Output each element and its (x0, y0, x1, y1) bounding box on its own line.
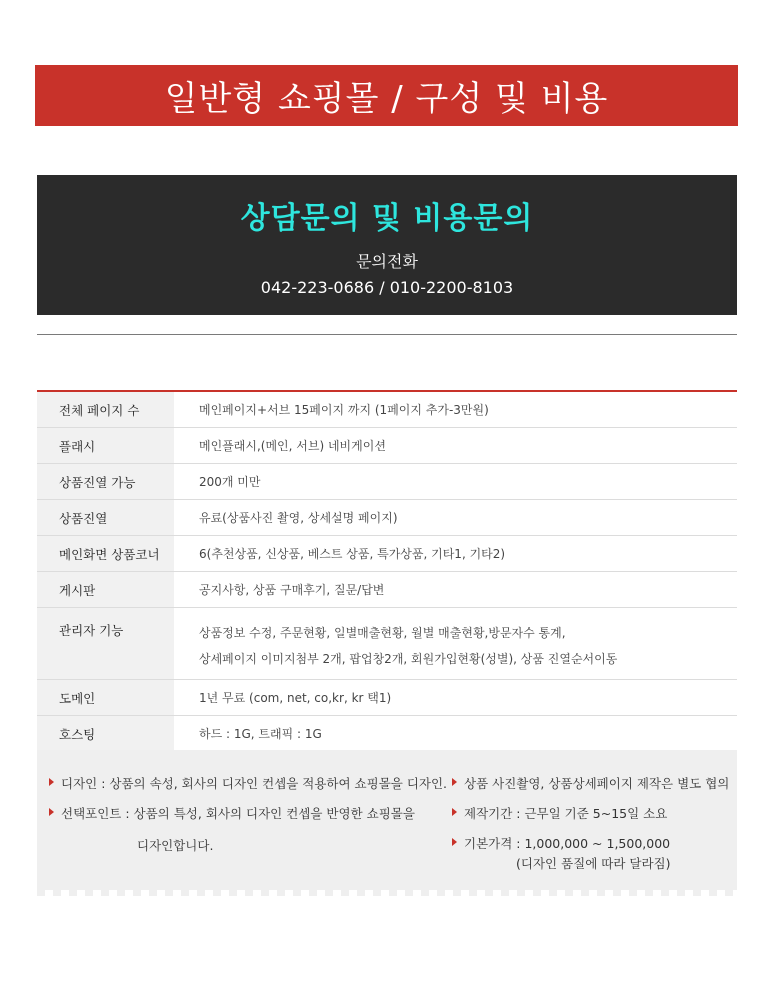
page-banner (35, 65, 738, 126)
table-row (37, 572, 737, 608)
contact-label: 문의전화 (356, 252, 418, 271)
row-key: 전체 페이지 수 (37, 392, 174, 427)
note-text: (디자인 품질에 따라 달라짐) (516, 856, 671, 871)
row-value: 메인플래시,(메인, 서브) 네비게이션 (199, 439, 386, 453)
row-key: 게시판 (37, 572, 174, 607)
table-row (37, 536, 737, 572)
row-key: 관리자 기능 (37, 608, 174, 679)
note-text: 제작기간 : 근무일 기준 5~15일 소요 (464, 806, 668, 821)
row-value-line: 상세페이지 이미지첨부 2개, 팝업창2개, 회원가입현황(성별), 상품 진열순서이동 (199, 651, 618, 666)
note-text: 선택포인트 : 상품의 특성, 회사의 디자인 컨셉을 반영한 쇼핑몰을 (61, 806, 415, 821)
bullet-arrow-icon (49, 808, 54, 816)
row-value: 하드 : 1G, 트래픽 : 1G (199, 727, 322, 741)
row-key: 플래시 (37, 428, 174, 463)
table-row (37, 500, 737, 536)
row-value: 유료(상품사진 촬영, 상세설명 페이지) (199, 511, 398, 525)
row-key: 호스팅 (37, 716, 174, 751)
table-row (37, 428, 737, 464)
spec-table (37, 390, 737, 752)
banner-title: 일반형 쇼핑몰 / 구성 및 비용 (164, 79, 609, 119)
table-row (37, 392, 737, 428)
note-period (452, 804, 667, 822)
note-price (452, 834, 671, 872)
row-value: 1년 무료 (com, net, co,kr, kr 택1) (199, 691, 392, 705)
bullet-arrow-icon (452, 778, 457, 786)
note-select (49, 804, 415, 854)
bullet-arrow-icon (49, 778, 54, 786)
contact-phone: 042-223-0686 / 010-2200-8103 (260, 278, 514, 297)
table-row (37, 716, 737, 752)
notes-box (37, 750, 737, 890)
note-design (49, 774, 447, 792)
table-row (37, 608, 737, 680)
row-value: 6(추천상품, 신상품, 베스트 상품, 특가상품, 기타1, 기타2) (199, 547, 506, 561)
row-key: 도메인 (37, 680, 174, 715)
section-divider (37, 334, 737, 335)
note-text: 디자인합니다. (137, 838, 214, 853)
contact-title: 상담문의 및 비용문의 (240, 201, 534, 236)
row-key: 메인화면 상품코너 (37, 536, 174, 571)
row-value-line: 상품정보 수정, 주문현황, 일별매출현황, 월별 매출현황,방문자수 통계, (199, 625, 566, 640)
contact-box (37, 175, 737, 315)
row-value: 공지사항, 상품 구매후기, 질문/답변 (199, 583, 385, 597)
row-key: 상품진열 (37, 500, 174, 535)
note-text: 상품 사진촬영, 상품상세페이지 제작은 별도 협의 (464, 776, 730, 791)
bullet-arrow-icon (452, 838, 457, 846)
row-value (174, 608, 737, 679)
row-key: 상품진열 가능 (37, 464, 174, 499)
note-text: 기본가격 : 1,000,000 ~ 1,500,000 (464, 836, 671, 851)
table-row (37, 680, 737, 716)
row-value: 200개 미만 (199, 475, 261, 489)
note-text: 디자인 : 상품의 속성, 회사의 디자인 컨셉을 적용하여 쇼핑몰을 디자인. (61, 776, 448, 791)
table-row (37, 464, 737, 500)
bullet-arrow-icon (452, 808, 457, 816)
note-photo (452, 774, 729, 792)
row-value: 메인페이지+서브 15페이지 까지 (1페이지 추가-3만원) (199, 403, 489, 417)
